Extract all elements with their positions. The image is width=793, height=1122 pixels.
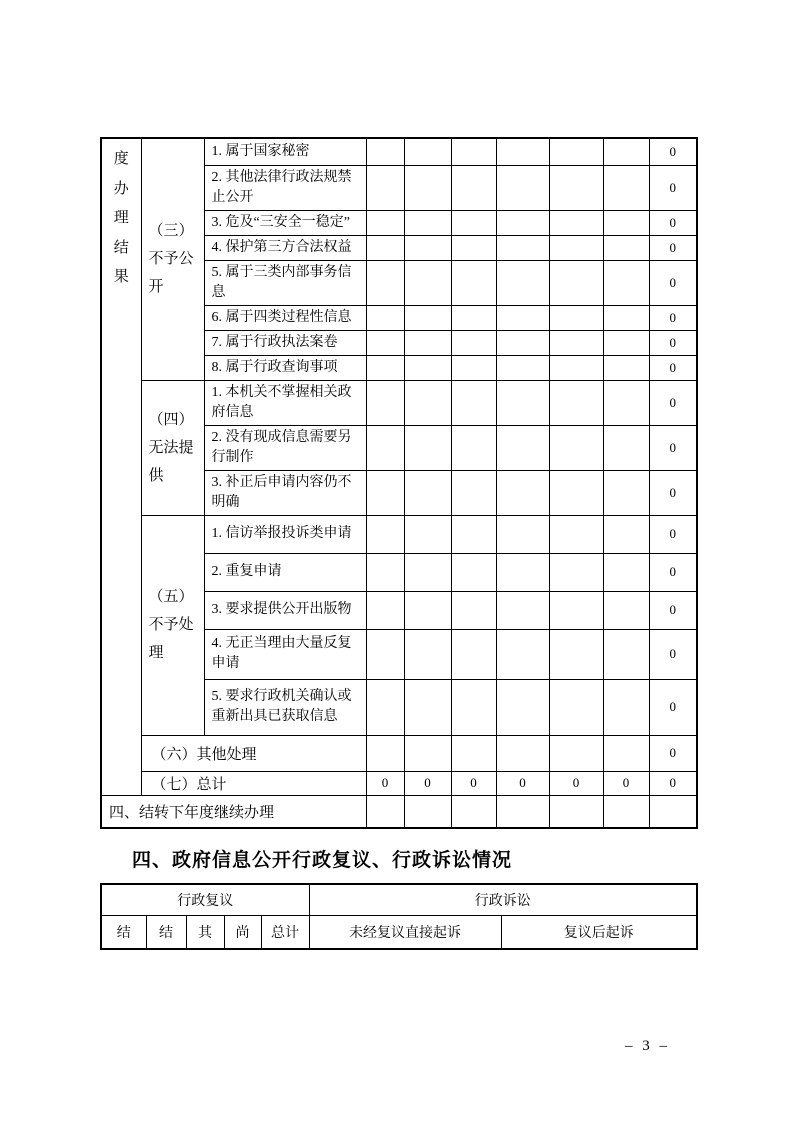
- value-cell: 0: [649, 425, 697, 470]
- item-label: 7. 属于行政执法案卷: [204, 330, 366, 355]
- section-4-heading: 四、政府信息公开行政复议、行政诉讼情况: [132, 850, 513, 871]
- value-cell: [603, 629, 649, 679]
- value-cell: [603, 735, 649, 771]
- page-content: [100, 137, 696, 950]
- value-cell: [603, 305, 649, 330]
- value-cell: 0: [366, 771, 404, 795]
- review-col-header: 结: [101, 915, 146, 949]
- value-cell: [549, 380, 603, 425]
- value-cell: [603, 355, 649, 380]
- item-label: 1. 本机关不掌握相关政府信息: [204, 380, 366, 425]
- value-cell: [496, 515, 549, 553]
- value-cell: [496, 425, 549, 470]
- value-cell: [603, 380, 649, 425]
- item-label: 3. 补正后申请内容仍不明确: [204, 470, 366, 515]
- value-cell: [549, 591, 603, 629]
- total-label: （七）总计: [141, 771, 366, 795]
- item-label: 6. 属于四类过程性信息: [204, 305, 366, 330]
- value-cell: [496, 355, 549, 380]
- value-cell: [496, 470, 549, 515]
- value-cell: [366, 553, 404, 591]
- value-cell: [603, 470, 649, 515]
- item-label: 2. 其他法律行政法规禁止公开: [204, 165, 366, 210]
- value-cell: [451, 235, 496, 260]
- value-cell: [451, 260, 496, 305]
- value-cell: [366, 679, 404, 735]
- other-processing-row: [101, 735, 697, 771]
- value-cell: [603, 138, 649, 165]
- value-cell: [451, 165, 496, 210]
- value-cell: [603, 330, 649, 355]
- value-cell: 0: [649, 553, 697, 591]
- value-cell: [366, 210, 404, 235]
- value-cell: [404, 425, 451, 470]
- value-cell: [404, 330, 451, 355]
- table-row: [101, 515, 697, 553]
- value-cell: [496, 138, 549, 165]
- value-cell: [366, 138, 404, 165]
- table-row: [101, 380, 697, 425]
- value-cell: [404, 591, 451, 629]
- item-label: 4. 保护第三方合法权益: [204, 235, 366, 260]
- value-cell: [496, 165, 549, 210]
- item-label: 5. 要求行政机关确认或重新出具已获取信息: [204, 679, 366, 735]
- value-cell: [451, 330, 496, 355]
- value-cell: [366, 330, 404, 355]
- value-cell: [366, 629, 404, 679]
- value-cell: [404, 795, 451, 828]
- item-label: 2. 重复申请: [204, 553, 366, 591]
- value-cell: [366, 380, 404, 425]
- group-label-unable-to-provide: （四）无法提供: [141, 380, 204, 515]
- value-cell: 0: [649, 210, 697, 235]
- value-cell: [366, 795, 404, 828]
- value-cell: [404, 138, 451, 165]
- value-cell: [549, 629, 603, 679]
- table-subheader-row: [101, 915, 697, 949]
- value-cell: [549, 330, 603, 355]
- review-litigation-table: [100, 883, 698, 950]
- value-cell: [603, 679, 649, 735]
- litigation-col-header: 复议后起诉: [501, 915, 697, 949]
- value-cell: [404, 515, 451, 553]
- value-cell: 0: [649, 260, 697, 305]
- value-cell: [366, 355, 404, 380]
- value-cell: 0: [649, 515, 697, 553]
- value-cell: 0: [649, 305, 697, 330]
- value-cell: [366, 515, 404, 553]
- disposal-results-table: [100, 137, 698, 829]
- value-cell: [404, 553, 451, 591]
- review-col-header: 其: [186, 915, 224, 949]
- value-cell: [451, 515, 496, 553]
- carryover-row: [101, 795, 697, 828]
- value-cell: [404, 210, 451, 235]
- value-cell: 0: [549, 771, 603, 795]
- page-number: – 3 –: [625, 1038, 670, 1054]
- item-label: 2. 没有现成信息需要另行制作: [204, 425, 366, 470]
- review-col-header: 尚: [224, 915, 261, 949]
- value-cell: 0: [649, 330, 697, 355]
- group-label-not-disclosed: （三）不予公开: [141, 138, 204, 380]
- value-cell: [496, 629, 549, 679]
- review-col-header: 结: [146, 915, 186, 949]
- value-cell: [603, 425, 649, 470]
- value-cell: [549, 355, 603, 380]
- value-cell: 0: [649, 679, 697, 735]
- value-cell: [496, 260, 549, 305]
- value-cell: [366, 591, 404, 629]
- item-label: 5. 属于三类内部事务信息: [204, 260, 366, 305]
- value-cell: [496, 330, 549, 355]
- value-cell: [451, 795, 496, 828]
- value-cell: [451, 210, 496, 235]
- value-cell: [404, 165, 451, 210]
- value-cell: [549, 470, 603, 515]
- item-label: 4. 无正当理由大量反复申请: [204, 629, 366, 679]
- administrative-litigation-header: 行政诉讼: [309, 884, 697, 915]
- value-cell: [496, 305, 549, 330]
- value-cell: [366, 305, 404, 330]
- table-row: [101, 138, 697, 165]
- value-cell: [496, 795, 549, 828]
- item-label: 1. 信访举报投诉类申请: [204, 515, 366, 553]
- other-processing-label: （六）其他处理: [141, 735, 366, 771]
- value-cell: [549, 138, 603, 165]
- value-cell: [496, 235, 549, 260]
- value-cell: 0: [649, 165, 697, 210]
- group-label-not-processed: （五）不予处理: [141, 515, 204, 735]
- value-cell: [451, 380, 496, 425]
- value-cell: [404, 470, 451, 515]
- value-cell: 0: [649, 591, 697, 629]
- administrative-review-header: 行政复议: [101, 884, 309, 915]
- value-cell: [404, 735, 451, 771]
- value-cell: 0: [649, 771, 697, 795]
- value-cell: [451, 355, 496, 380]
- value-cell: [404, 305, 451, 330]
- item-label: 3. 危及“三安全一稳定”: [204, 210, 366, 235]
- value-cell: [603, 553, 649, 591]
- value-cell: [451, 735, 496, 771]
- value-cell: [451, 679, 496, 735]
- value-cell: [549, 165, 603, 210]
- row-axis-label: 度办理结果: [113, 151, 129, 285]
- value-cell: [549, 735, 603, 771]
- value-cell: [603, 515, 649, 553]
- value-cell: [549, 425, 603, 470]
- value-cell: [451, 553, 496, 591]
- value-cell: [649, 795, 697, 828]
- value-cell: [451, 629, 496, 679]
- value-cell: [603, 235, 649, 260]
- item-label: 1. 属于国家秘密: [204, 138, 366, 165]
- value-cell: [404, 380, 451, 425]
- value-cell: 0: [451, 771, 496, 795]
- value-cell: [366, 235, 404, 260]
- value-cell: [496, 591, 549, 629]
- value-cell: [451, 305, 496, 330]
- value-cell: [496, 735, 549, 771]
- total-row: [101, 771, 697, 795]
- value-cell: [603, 260, 649, 305]
- value-cell: [549, 260, 603, 305]
- value-cell: [404, 260, 451, 305]
- value-cell: 0: [649, 470, 697, 515]
- value-cell: 0: [649, 138, 697, 165]
- value-cell: [496, 380, 549, 425]
- value-cell: [603, 210, 649, 235]
- value-cell: [496, 210, 549, 235]
- value-cell: [451, 138, 496, 165]
- value-cell: [404, 235, 451, 260]
- value-cell: [451, 470, 496, 515]
- value-cell: [549, 235, 603, 260]
- row-axis-label-cell: [101, 138, 141, 795]
- value-cell: 0: [603, 771, 649, 795]
- item-label: 8. 属于行政查询事项: [204, 355, 366, 380]
- carryover-label: 四、结转下年度继续办理: [101, 795, 366, 828]
- value-cell: 0: [496, 771, 549, 795]
- value-cell: [451, 591, 496, 629]
- item-label: 3. 要求提供公开出版物: [204, 591, 366, 629]
- value-cell: [549, 515, 603, 553]
- value-cell: [603, 165, 649, 210]
- value-cell: 0: [649, 235, 697, 260]
- value-cell: 0: [404, 771, 451, 795]
- value-cell: [366, 260, 404, 305]
- value-cell: [404, 355, 451, 380]
- value-cell: [549, 210, 603, 235]
- value-cell: [451, 425, 496, 470]
- value-cell: [366, 470, 404, 515]
- value-cell: [404, 629, 451, 679]
- review-col-header: 总计: [261, 915, 309, 949]
- value-cell: 0: [649, 355, 697, 380]
- value-cell: [496, 553, 549, 591]
- table-header-row: [101, 884, 697, 915]
- value-cell: [603, 795, 649, 828]
- value-cell: [366, 165, 404, 210]
- value-cell: [549, 553, 603, 591]
- value-cell: [404, 679, 451, 735]
- value-cell: [366, 425, 404, 470]
- value-cell: 0: [649, 380, 697, 425]
- value-cell: [496, 679, 549, 735]
- value-cell: [549, 305, 603, 330]
- value-cell: [603, 591, 649, 629]
- value-cell: 0: [649, 629, 697, 679]
- value-cell: [366, 735, 404, 771]
- litigation-col-header: 未经复议直接起诉: [309, 915, 501, 949]
- value-cell: [549, 679, 603, 735]
- value-cell: 0: [649, 735, 697, 771]
- value-cell: [549, 795, 603, 828]
